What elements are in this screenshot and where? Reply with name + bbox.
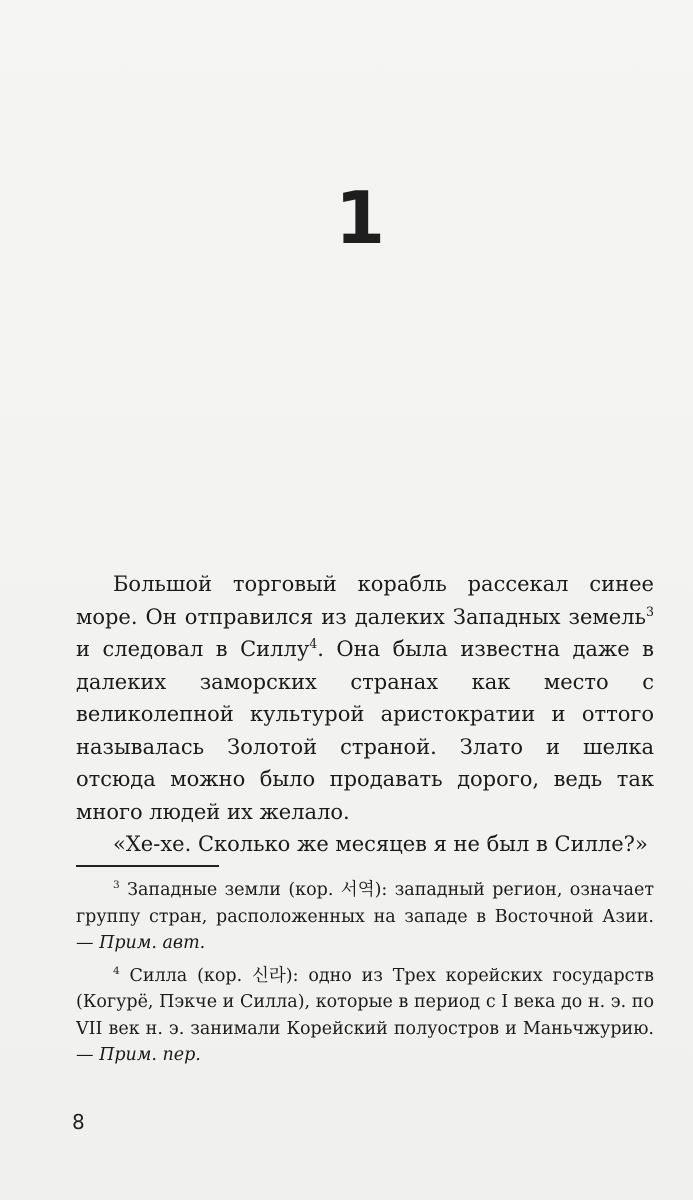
body-text [76, 568, 654, 861]
paragraph-1 [76, 568, 654, 828]
paragraph-1-text-c: . Она была известна даже в далеких заморских странах как место с великолепной культурой аристократии и оттого называлась Золотой страной. Злато и шелка отсюда можно было продавать дорого, ведь так много людей их желало. [76, 637, 654, 824]
page-number: 8 [72, 1110, 85, 1134]
paragraph-2 [76, 828, 654, 861]
footnote-reference-4: 4 [309, 636, 318, 651]
footnotes [76, 877, 654, 1075]
footnote-marker: 4 [113, 964, 120, 977]
footnote-marker: 3 [113, 879, 120, 892]
footnote-note: Прим. авт. [99, 933, 206, 953]
footnote-text: Силла (кор. 신라): одно из Трех корейских государств (Когурё, Пэкче и Силла), которые в период с I века до н. э. по VII век н. э. занимали Корейский полуостров и Маньчжурию. — [76, 965, 654, 1065]
footnote-4 [76, 963, 654, 1069]
paragraph-1-text-b: и следовал в Силлу [76, 637, 310, 661]
footnote-text: Западные земли (кор. 서역): западный регион, означает группу стран, расположенных на западе в Восточной Азии. — [76, 880, 654, 953]
chapter-number: 1 [335, 176, 386, 260]
footnote-divider [76, 865, 219, 867]
footnote-3 [76, 877, 654, 957]
paragraph-2-text: «Хе-хе. Сколько же месяцев я не был в Силле?» [113, 832, 648, 856]
paragraph-1-text-a: Большой торговый корабль рассекал синее море. Он отправился из далеких Западных земель [76, 572, 654, 629]
footnote-reference-3: 3 [645, 603, 654, 619]
footnote-note: Прим. пер. [99, 1045, 201, 1065]
